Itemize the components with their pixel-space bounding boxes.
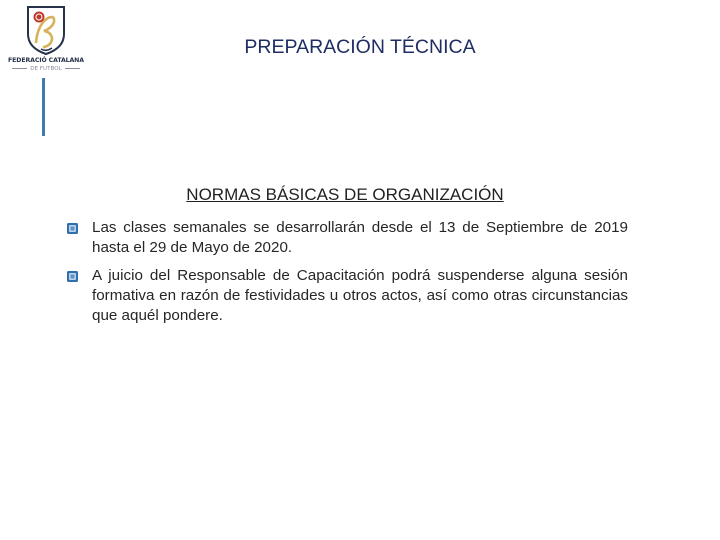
checkbox-square-icon: [66, 270, 79, 283]
federation-logo: [8, 4, 84, 76]
accent-bar: [42, 78, 45, 136]
list-item-text: Las clases semanales se desarrollarán desde el 13 de Septiembre de 2019 hasta el 29 de Mayo de 2020.: [92, 219, 628, 256]
logo-name: FEDERACIÓ CATALANA: [8, 57, 84, 64]
federation-crest-icon: [8, 4, 84, 56]
section-heading: NORMAS BÁSICAS DE ORGANIZACIÓN: [186, 185, 504, 204]
bullet-list: [66, 218, 628, 334]
list-item: [66, 266, 628, 326]
checkbox-square-icon: [66, 222, 79, 235]
list-item: [66, 218, 628, 258]
page-title: PREPARACIÓN TÉCNICA: [244, 36, 476, 58]
logo-subtitle: DE FUTBOL: [8, 66, 84, 72]
list-item-text: A juicio del Responsable de Capacitación podrá suspenderse alguna sesión formativa en razón de festividades u otros actos, así como otras circunstancias que aquél pondere.: [92, 267, 628, 324]
